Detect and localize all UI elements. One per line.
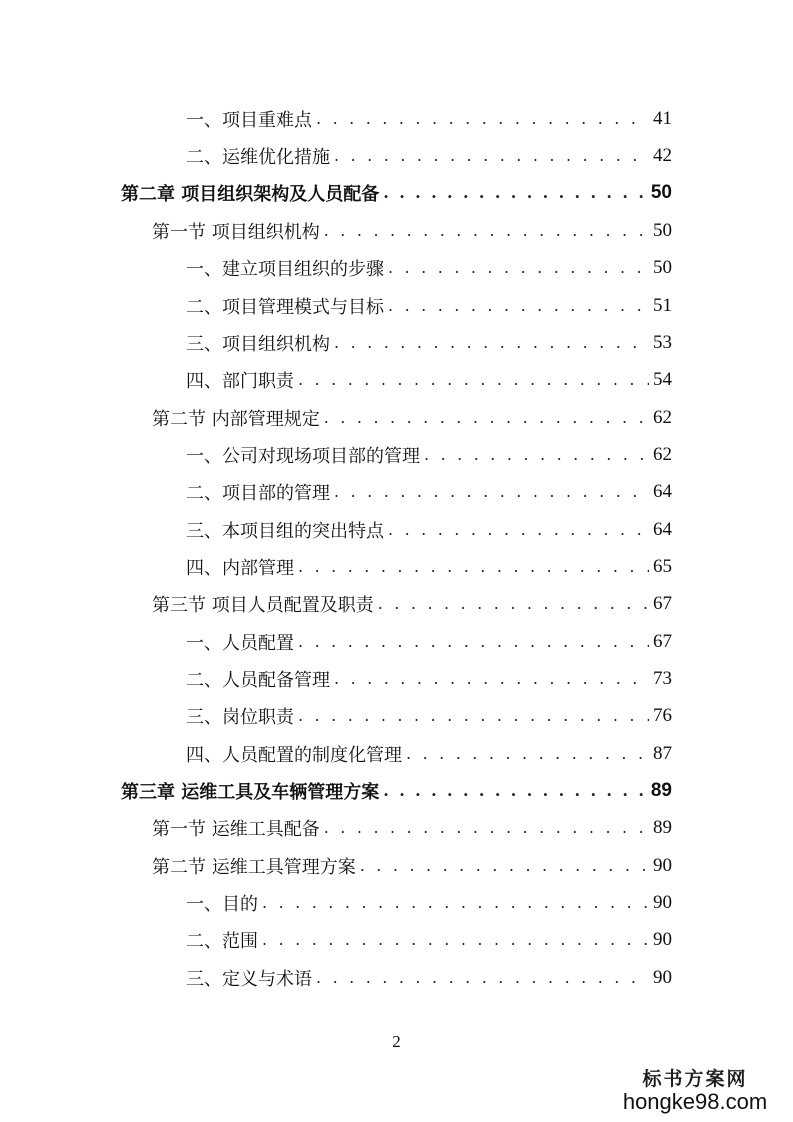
toc-entry-page: 89 [650, 780, 672, 801]
toc-entry-page: 50 [650, 182, 672, 203]
toc-entry-page: 62 [653, 407, 672, 428]
toc-entry[interactable] [186, 291, 672, 321]
page-number: 2 [392, 1032, 401, 1051]
toc-entry-title: 四、人员配置的制度化管理 [186, 745, 402, 766]
toc-entry[interactable] [186, 701, 672, 731]
toc-entry-page: 64 [653, 481, 672, 502]
toc-section-entry[interactable] [152, 403, 672, 433]
toc-entry-title: 三、定义与术语 [186, 969, 312, 990]
toc-entry[interactable] [186, 552, 672, 582]
toc-entry-title: 一、目的 [186, 894, 258, 915]
toc-entry-page: 62 [653, 444, 672, 465]
dot-leader [316, 963, 649, 993]
dot-leader [324, 216, 649, 246]
toc-entry-page: 65 [653, 556, 672, 577]
toc-entry-title: 第一节 项目组织机构 [152, 222, 320, 243]
toc-section-entry[interactable] [152, 851, 672, 881]
dot-leader [360, 851, 649, 881]
toc-entry[interactable] [186, 328, 672, 358]
dot-leader [298, 627, 649, 657]
dot-leader [298, 552, 649, 582]
dot-leader [298, 701, 649, 731]
toc-entry-title: 第三章 运维工具及车辆管理方案 [121, 782, 380, 803]
toc-entry-page: 51 [653, 295, 672, 316]
toc-entry-title: 三、岗位职责 [186, 707, 294, 728]
toc-entry-title: 三、项目组织机构 [186, 334, 330, 355]
toc-section-entry[interactable] [152, 589, 672, 619]
toc-entry-page: 67 [653, 631, 672, 652]
toc-entry-title: 二、范围 [186, 931, 258, 952]
toc-entry-page: 42 [653, 145, 672, 166]
toc-entry[interactable] [186, 477, 672, 507]
toc-section-entry[interactable] [152, 813, 672, 843]
dot-leader [388, 515, 649, 545]
toc-entry-title: 三、本项目组的突出特点 [186, 521, 384, 542]
toc-entry-title: 四、内部管理 [186, 558, 294, 579]
watermark-logo [605, 1064, 785, 1115]
toc-entry-page: 41 [653, 108, 672, 129]
toc-entry-title: 一、公司对现场项目部的管理 [186, 446, 420, 467]
toc-entry-page: 64 [653, 519, 672, 540]
dot-leader [378, 589, 649, 619]
dot-leader [334, 477, 649, 507]
toc-entry[interactable] [186, 141, 672, 171]
dot-leader [262, 925, 649, 955]
toc-entry[interactable] [186, 925, 672, 955]
toc-entry-title: 二、运维优化措施 [186, 147, 330, 168]
toc-entry[interactable] [186, 253, 672, 283]
dot-leader [262, 888, 649, 918]
dot-leader [324, 813, 649, 843]
toc-entry-page: 73 [653, 668, 672, 689]
toc-entry-page: 76 [653, 705, 672, 726]
dot-leader [334, 664, 649, 694]
dot-leader [388, 253, 649, 283]
toc-entry-title: 第二章 项目组织架构及人员配备 [121, 184, 380, 205]
toc-entry[interactable] [186, 888, 672, 918]
dot-leader [406, 739, 649, 769]
toc-entry-title: 第二节 内部管理规定 [152, 409, 320, 430]
toc-entry-title: 一、人员配置 [186, 633, 294, 654]
toc-entry-page: 90 [653, 967, 672, 988]
toc-entry[interactable] [186, 440, 672, 470]
dot-leader [383, 776, 647, 806]
toc-entry-title: 二、人员配备管理 [186, 670, 330, 691]
toc-entry[interactable] [186, 664, 672, 694]
toc-entry-title: 第一节 运维工具配备 [152, 819, 320, 840]
dot-leader [324, 403, 649, 433]
toc-entry-title: 第二节 运维工具管理方案 [152, 857, 356, 878]
dot-leader [298, 365, 649, 395]
watermark-cn-text: 标书方案网 [642, 1068, 748, 1090]
toc-entry[interactable] [186, 515, 672, 545]
toc-chapter-entry[interactable] [121, 776, 672, 806]
toc-chapter-entry[interactable] [121, 178, 672, 208]
dot-leader [424, 440, 649, 470]
toc-entry-page: 89 [653, 817, 672, 838]
toc-entry[interactable] [186, 627, 672, 657]
toc-entry[interactable] [186, 104, 672, 134]
dot-leader [334, 141, 649, 171]
toc-entry[interactable] [186, 963, 672, 993]
toc-section-entry[interactable] [152, 216, 672, 246]
toc-entry-page: 50 [653, 220, 672, 241]
toc-entry-title: 一、建立项目组织的步骤 [186, 259, 384, 280]
toc-entry-title: 第三节 项目人员配置及职责 [152, 595, 374, 616]
watermark-url-text: hongke98.com [622, 1089, 768, 1114]
toc-entry-page: 67 [653, 593, 672, 614]
toc-entry-title: 二、项目管理模式与目标 [186, 297, 384, 318]
toc-entry-page: 90 [653, 892, 672, 913]
toc-entry-page: 90 [653, 855, 672, 876]
toc-entry-page: 90 [653, 929, 672, 950]
toc-entry-page: 50 [653, 257, 672, 278]
dot-leader [316, 104, 649, 134]
toc-entry-page: 54 [653, 369, 672, 390]
toc-entry-page: 87 [653, 743, 672, 764]
dot-leader [383, 178, 647, 208]
toc-entry-page: 53 [653, 332, 672, 353]
toc-entry-title: 四、部门职责 [186, 371, 294, 392]
dot-leader [334, 328, 649, 358]
toc-entry[interactable] [186, 739, 672, 769]
toc-entry[interactable] [186, 365, 672, 395]
dot-leader [388, 291, 649, 321]
toc-entry-title: 一、项目重难点 [186, 110, 312, 131]
toc-entry-title: 二、项目部的管理 [186, 483, 330, 504]
